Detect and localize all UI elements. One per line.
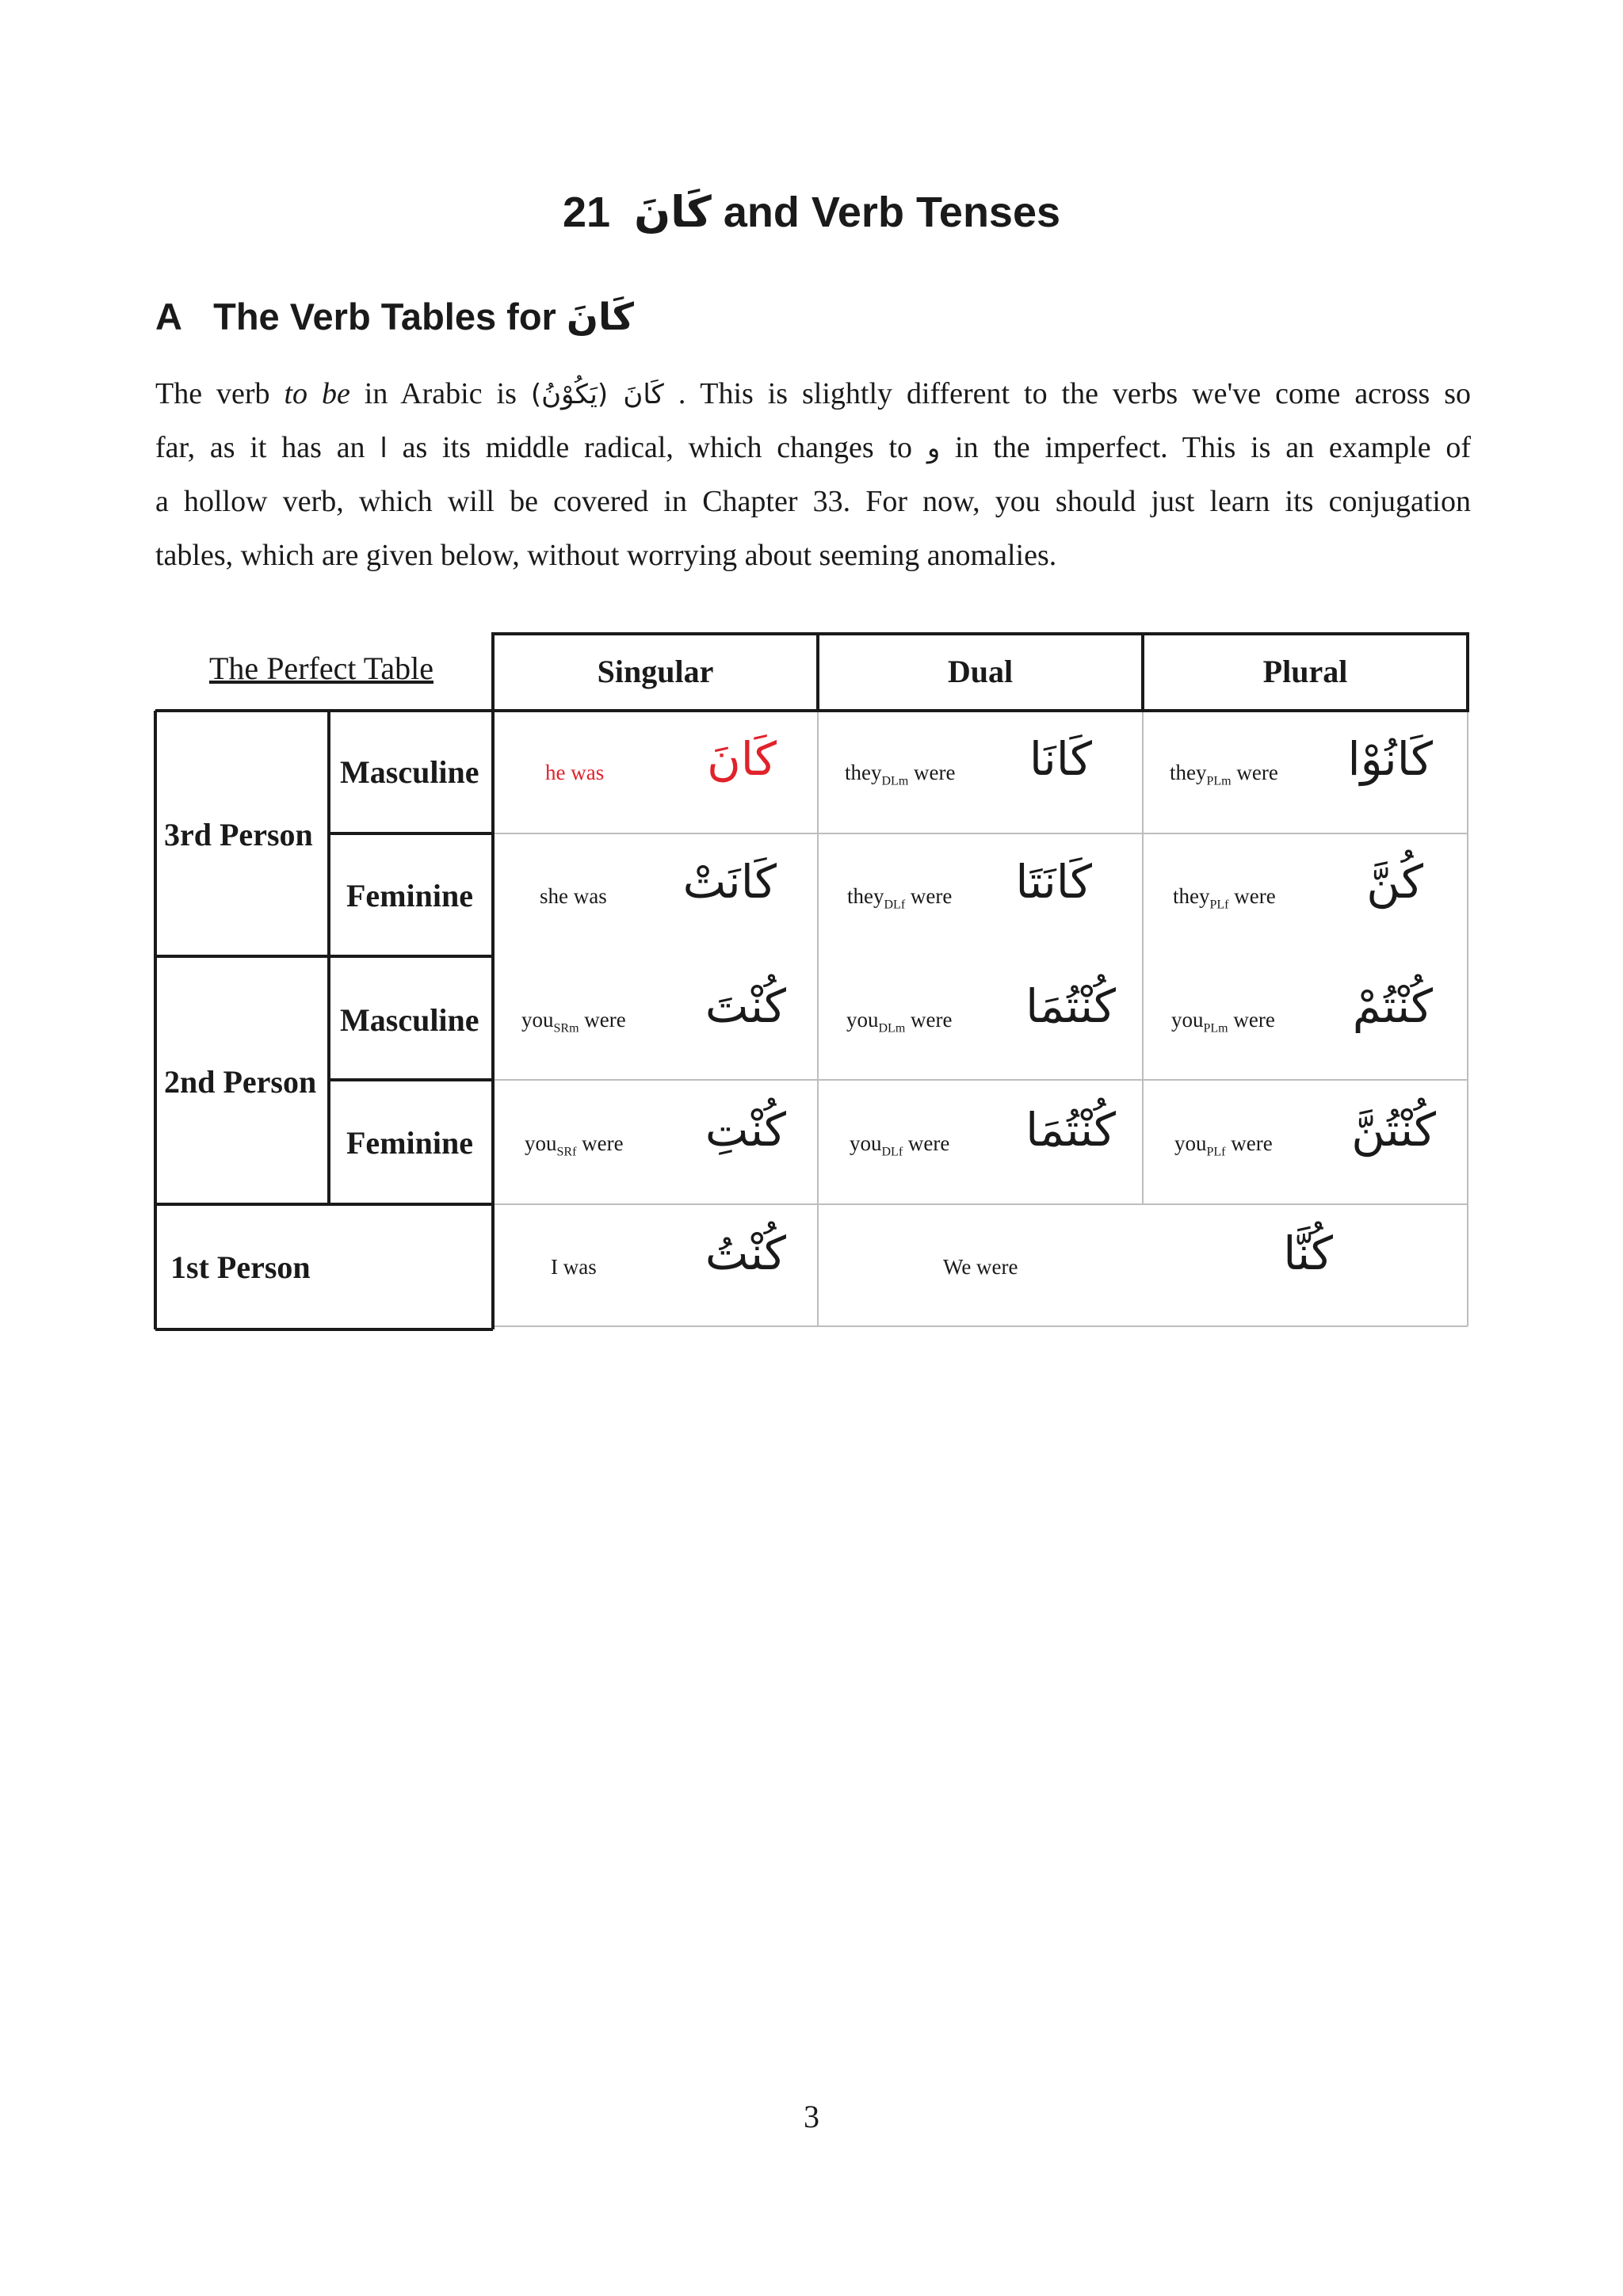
row-label-3rd-person: 3rd Person [164,817,313,852]
cell-english-3m-plural: they$_{PLm}$ were [1170,761,1278,788]
cell-english-2f-dual: you$_{DLf}$ were [850,1131,950,1159]
cell-english-2m-singular: you$_{SRm}$ were [521,1008,626,1035]
cell-arabic-2m-singular: كُنْتَ [705,979,786,1033]
cell-arabic-2m-plural: كُنْتُمْ [1352,979,1433,1033]
section-title-text: The Verb Tables for [213,296,556,338]
chapter-number: 21 [562,189,611,236]
header-singular: Singular [597,654,714,689]
header-dual: Dual [947,654,1014,689]
cell-arabic-3f-dual: كَانَتَا [1015,855,1092,909]
paragraph-text: . This is slightly different to the verbs we've come across so [678,377,1472,410]
header-plural: Plural [1262,654,1348,689]
cell-english-2m-dual: you$_{DLm}$ were [846,1008,953,1035]
chapter-arabic-word: كَانَ [634,187,712,237]
paragraph-text: far, as it has an [155,431,365,464]
cell-arabic-1st-plural: كُنَّا [1283,1226,1333,1280]
cell-arabic-3m-dual: كَانَا [1029,732,1092,786]
cell-english-3f-dual: they$_{DLf}$ were [847,884,953,912]
cell-arabic-2m-dual: كُنْتُمَا [1025,979,1116,1033]
arabic-inline-alif: ا [380,433,388,464]
cell-english-2m-plural: you$_{PLm}$ were [1171,1008,1275,1035]
arabic-inline-verb: كَانَ (يَكُوْنُ) [530,379,664,410]
section-letter: A [155,296,182,338]
table-caption: The Perfect Table [209,650,433,686]
cell-english-3m-dual: they$_{DLm}$ were [845,761,956,788]
cell-english-2f-plural: you$_{PLf}$ were [1174,1131,1273,1159]
row-label-2nd-masculine: Masculine [340,1002,479,1038]
row-label-2nd-feminine: Feminine [346,1125,473,1161]
cell-english-1st-singular: I was [551,1255,597,1279]
paragraph-emphasis: to be [284,377,350,410]
row-label-3rd-masculine: Masculine [340,754,479,790]
cell-english-3f-plural: they$_{PLf}$ were [1173,884,1276,912]
paragraph-text: as its middle radical, which changes to [402,431,913,464]
cell-arabic-3f-singular: كَانَتْ [682,855,777,909]
cell-english-2f-singular: you$_{SRf}$ were [525,1131,624,1159]
paragraph-text: The verb [155,377,270,410]
arabic-inline-waw: و [926,433,941,464]
paragraph-text: in Arabic is [364,377,517,410]
cell-english-3m-singular: he was [545,761,605,784]
cell-english-1st-plural: We were [943,1255,1018,1279]
cell-arabic-3m-plural: كَانُوْا [1347,732,1433,786]
row-label-1st-person: 1st Person [170,1249,311,1285]
cell-arabic-3f-plural: كُنَّ [1366,855,1423,909]
row-label-3rd-feminine: Feminine [346,878,473,913]
paragraph-line-3: a hollow verb, which will be covered in Chapter 33. For now, you should just learn its conjugation [155,485,1471,518]
cell-arabic-2f-singular: كُنْتِ [705,1103,786,1157]
chapter-title-text: and Verb Tenses [723,189,1061,236]
cell-arabic-2f-dual: كُنْتُمَا [1025,1103,1116,1157]
section-arabic-word: كَانَ [566,296,634,339]
row-label-2nd-person: 2nd Person [164,1064,317,1100]
page-number: 3 [804,2099,819,2134]
cell-english-3f-singular: she was [540,884,607,908]
cell-arabic-3m-singular: كَانَ [707,732,777,786]
cell-arabic-1st-singular: كُنْتُ [705,1226,786,1280]
cell-arabic-2f-plural: كُنْتُنَّ [1351,1103,1436,1157]
paragraph-line-4: tables, which are given below, without worrying about seeming anomalies. [155,539,1057,572]
paragraph-text: in the imperfect. This is an example of [955,431,1472,464]
